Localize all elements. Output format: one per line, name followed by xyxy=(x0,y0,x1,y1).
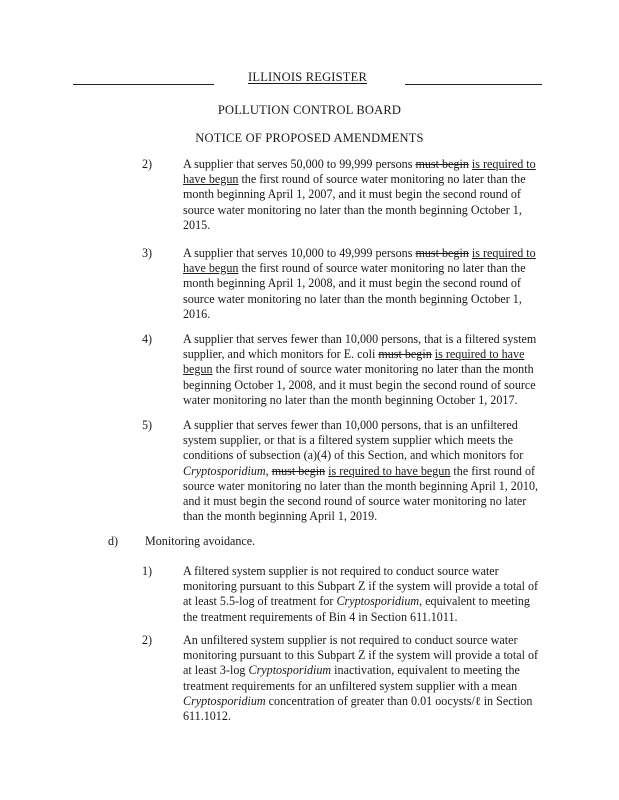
text-run: , equivalent to meeting the treatment requirements of Bin 4 in Section 611.1011. xyxy=(183,594,530,624)
notice-title: NOTICE OF PROPOSED AMENDMENTS xyxy=(195,131,424,145)
text-run: A supplier that serves fewer than 10,000 persons, that is an unfiltered system supplier, or that is a filtered system supplier which meets the conditions of subsection (a)(4) of this Section, and which monitors for xyxy=(183,418,524,463)
header-rule-left xyxy=(73,84,214,85)
struck-text: must begin xyxy=(378,347,432,362)
text-run: A supplier that serves 50,000 to 99,999 persons xyxy=(183,157,416,171)
register-title xyxy=(248,70,367,85)
paragraph-d-2 xyxy=(183,633,543,724)
text-run: inactivation, equivalent to meeting the treatment requirements for an unfiltered system supplier with a mean xyxy=(183,663,520,693)
text-run: the first round of source water monitoring no later than the month beginning October 1, 2008, and it must begin the second round of source water monitoring no later than the month beginning October 1, 2017. xyxy=(183,362,536,407)
italic-term: Cryptosporidium xyxy=(183,693,266,708)
struck-text: must begin xyxy=(415,157,469,171)
text-run: A filtered system supplier is not required to conduct source water monitoring pursuant to this Subpart Z if the system will provide a total of at least 5.5-log of treatment for xyxy=(183,564,539,609)
item-number: 4) xyxy=(142,332,153,346)
text-run: the first round of source water monitoring no later than the month beginning April 1, 2007, and it must begin the second round of source water monitoring no later than the month beginning October 1, 2015. xyxy=(183,172,526,232)
struck-text: must begin xyxy=(271,463,326,478)
inserted-text: is required to have begun xyxy=(183,347,525,377)
item-number: 2) xyxy=(142,157,153,171)
struck-text: must begin xyxy=(415,246,469,260)
italic-term: Cryptosporidium xyxy=(248,663,332,678)
paragraph-item-2 xyxy=(183,157,543,233)
paragraph-item-3 xyxy=(183,246,543,322)
item-number: 3) xyxy=(142,246,153,260)
text-run: A supplier that serves fewer than 10,000 persons, that is a filtered system supplier, and which monitors for E. coli xyxy=(183,332,537,362)
inserted-text: is required to have begun xyxy=(183,246,536,276)
item-number: 2) xyxy=(142,633,153,647)
inserted-text: is required to have begun xyxy=(183,157,536,187)
subsection-heading: Monitoring avoidance. xyxy=(145,534,256,548)
text-run: the first round of source water monitoring no later than the month beginning April 1, 2010, and it must begin the second round of source water monitoring no later than the month beginning April 1, 2019. xyxy=(183,463,539,524)
subsection-letter: d) xyxy=(108,534,119,548)
paragraph-item-4 xyxy=(183,332,543,408)
item-number: 5) xyxy=(142,418,153,432)
text-run: concentration of greater than 0.01 oocysts/ℓ in Section 611.1012. xyxy=(183,693,533,724)
text-run: the first round of source water monitoring no later than the month beginning April 1, 2008, and it must begin the second round of source water monitoring no later than the month beginning October 1, 2016. xyxy=(183,261,526,321)
paragraph-item-5 xyxy=(183,418,543,524)
text-run: A supplier that serves 10,000 to 49,999 persons xyxy=(183,246,416,260)
text-run: An unfiltered system supplier is not required to conduct source water monitoring pursuant to this Subpart Z if the system will provide a total of at least 3-log xyxy=(183,633,539,678)
paragraph-d-1 xyxy=(183,564,543,625)
board-name: POLLUTION CONTROL BOARD xyxy=(217,103,402,117)
inserted-text: is required to have begun xyxy=(328,463,451,478)
italic-term: Cryptosporidium xyxy=(336,594,420,609)
text-run: , xyxy=(265,463,272,478)
header-rule-right xyxy=(405,84,542,85)
italic-term: Cryptosporidium xyxy=(183,463,266,478)
register-title-text: ILLINOIS REGISTER xyxy=(248,70,368,84)
item-number: 1) xyxy=(142,564,153,578)
